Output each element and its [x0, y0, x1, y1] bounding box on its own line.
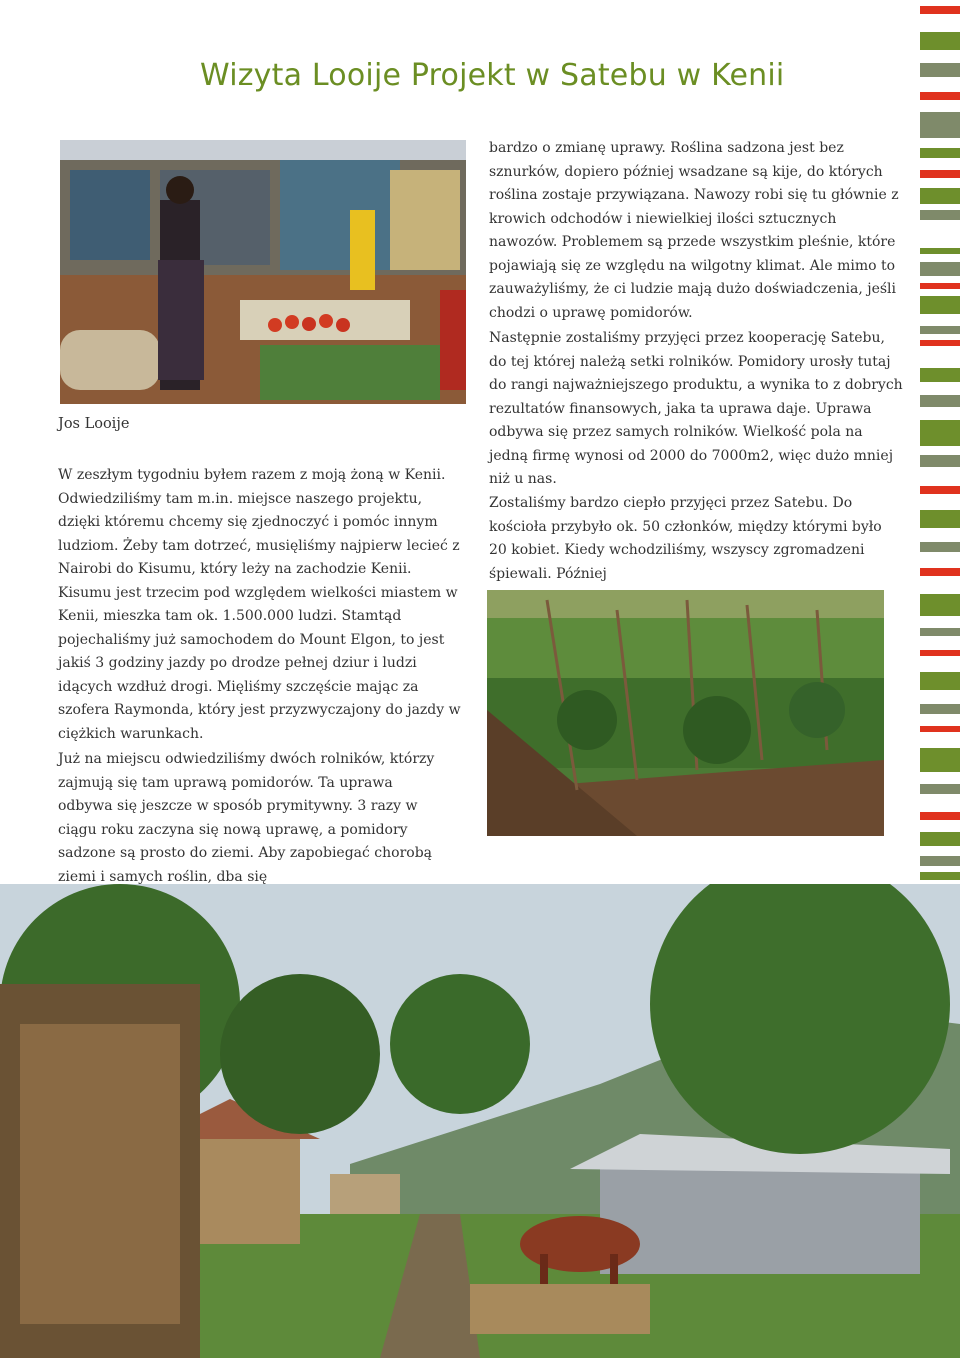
decorative-stripe: [920, 395, 960, 407]
decorative-stripe: [920, 704, 960, 714]
decorative-stripe: [920, 568, 960, 576]
left-paragraph-1: W zeszłym tygodniu byłem razem z moją żoną w Kenii. Odwiedziliśmy tam m.in. miejsce naszego projektu, dzięki któremu chcemy się zjednoczyć i pomóc innym ludziom. Żeby tam dotrzeć, musięliśmy najpierw lecieć z Nairobi do Kisumu, który leży na zachodzie Kenii. Kisumu jest trzecim pod względem wielkości miastem w Kenii, mieszka tam ok. 1.500.000 ludzi. Stamtąd pojechaliśmy już samochodem do Mount Elgon, to jest jakiś 3 godziny jazdy po drodze pełnej dziur i ludzi idących wzdłuż drogi. Mięliśmy szczęście mając za szofera Raymonda, który jest przyzwyczajony do jazdy w ciężkich warunkach.: [58, 467, 461, 742]
decorative-stripe: [920, 455, 960, 467]
right-paragraph-1: bardzo o zmianę uprawy. Roślina sadzona jest bez sznurków, dopiero później wsadzane są kije, do których roślina zostaje przywiązana. Nawozy robi się tu głównie z krowich odchodów i niewielkiej ilości sztucznych nawozów. Problemem są przede wszystkim pleśnie, które pojawiają się ze względu na wilgotny klimat. Ale mimo to zauważyliśmy, że ci ludzie mają dużo doświadczenia, jeśli chodzi o uprawę pomidorów.: [489, 140, 899, 321]
decorative-stripe: [920, 832, 960, 846]
decorative-stripe: [920, 368, 960, 382]
market-photo: [60, 140, 466, 404]
author-name: Jos Looije: [58, 416, 130, 432]
decorative-stripe: [920, 188, 960, 204]
decorative-stripe: [920, 628, 960, 636]
decorative-stripe: [920, 262, 960, 276]
decorative-stripe: [920, 650, 960, 656]
decorative-stripe: [920, 726, 960, 732]
decorative-stripe: [920, 784, 960, 794]
decorative-stripe: [920, 296, 960, 314]
right-paragraph-2: Następnie zostaliśmy przyjęci przez kooperację Satebu, do tej której należą setki rolników. Pomidory urosły tutaj do rangi najważniejszego produktu, a wynika to z dobrych rezultatów finansowych, jaka ta uprawa daje. Uprawa odbywa się przez samych rolników. Wielkość pola na jedną firmę wynosi od 2000 do 7000m2, więc dużo mniej niż u nas.: [489, 330, 903, 487]
decorative-stripe: [920, 748, 960, 772]
decorative-stripe: [920, 486, 960, 494]
tomato-field-photo: [487, 590, 884, 836]
decorative-stripe: [920, 92, 960, 100]
decorative-stripe: [920, 283, 960, 289]
decorative-stripe: [920, 856, 960, 866]
decorative-stripe: [920, 542, 960, 552]
decorative-stripe: [920, 248, 960, 254]
decorative-stripe: [920, 510, 960, 528]
decorative-stripe: [920, 340, 960, 346]
decorative-stripe: [920, 326, 960, 334]
decorative-stripe: [920, 594, 960, 616]
decorative-stripe: [920, 420, 960, 446]
decorative-stripe: [920, 812, 960, 820]
decorative-stripe: [920, 872, 960, 880]
decorative-stripe: [920, 148, 960, 158]
decorative-stripe: [920, 63, 960, 77]
decorative-stripe: [920, 672, 960, 690]
page-title: Wizyta Looije Projekt w Satebu w Kenii: [200, 58, 785, 93]
decorative-stripe: [920, 32, 960, 50]
decorative-stripe: [920, 6, 960, 14]
village-cow-photo: [0, 884, 960, 1358]
left-paragraph-2: Już na miejscu odwiedziliśmy dwóch rolników, którzy zajmują się tam uprawą pomidorów. Ta uprawa odbywa się jeszcze w sposób prymitywny. 3 razy w ciągu roku zaczyna się nową uprawę, a pomidory sadzone są prosto do ziemi. Aby zapobiegać chorobą ziemi i samych roślin, dba się: [58, 751, 435, 885]
right-paragraph-3: Zostaliśmy bardzo ciepło przyjęci przez Satebu. Do kościoła przybyło ok. 50 członków, między którymi było 20 kobiet. Kiedy wchodziliśmy, wszyscy zgromadzeni śpiewali. Później: [489, 495, 882, 582]
decorative-stripe: [920, 170, 960, 178]
decorative-stripe: [920, 112, 960, 138]
decorative-stripe: [920, 210, 960, 220]
